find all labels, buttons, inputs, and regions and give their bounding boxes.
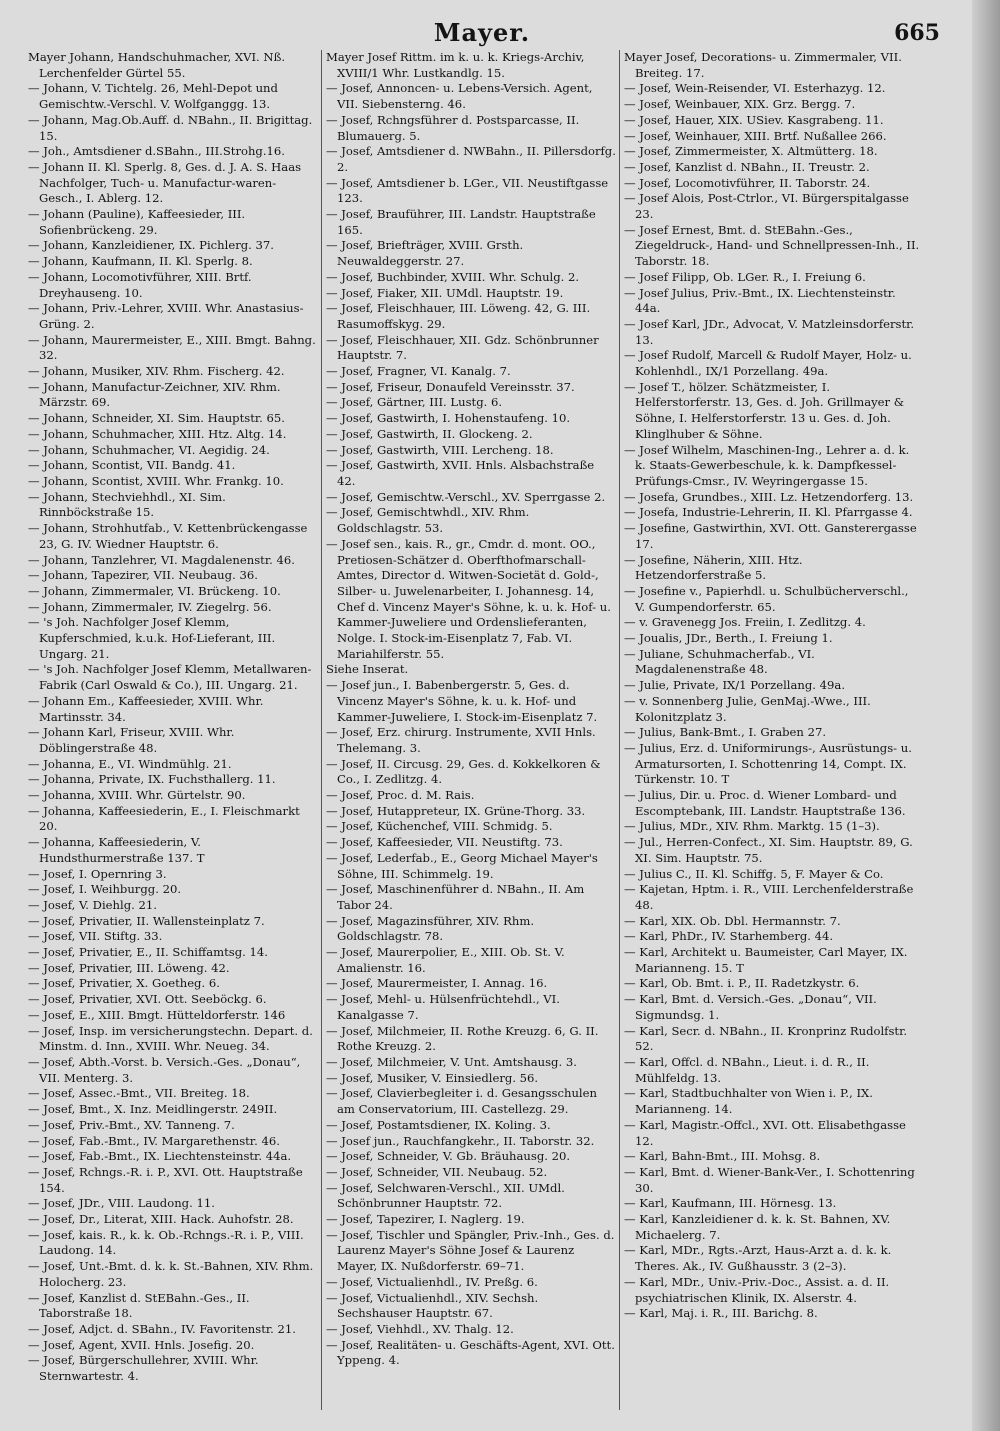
directory-entry: — Josef, E., XIII. Bmgt. Hütteldorferstr. 146: [28, 1007, 286, 1022]
directory-entry: — Josef, Bürgerschullehrer, XVIII. Whr. Sternwartestr. 4.: [28, 1353, 259, 1384]
directory-entry: — 's Joh. Nachfolger Josef Klemm, Metallwaren-Fabrik (Carl Oswald & Co.), III. Ungarg. 21.: [28, 662, 312, 693]
directory-entry: — Josef, Fiaker, XII. UMdl. Hauptstr. 19.: [326, 285, 564, 300]
directory-entry: — Julius, Bank-Bmt., I. Graben 27.: [624, 725, 827, 740]
directory-entry: — v. Sonnenberg Julie, GenMaj.-Wwe., III. Kolonitzplatz 3.: [624, 693, 871, 724]
directory-entry: Mayer Josef, Decorations- u. Zimmermaler, VII. Breiteg. 17.: [624, 50, 902, 80]
directory-entry: — Josef Wilhelm, Maschinen-Ing., Lehrer a. d. k. k. Staats-Gewerbeschule, k. k. Dampfkessel-Prüfungs-Cmsr., IV. Weyringergasse 15.: [624, 442, 910, 488]
directory-entry: — Josef T., hölzer. Schätzmeister, I. Helferstorferstr. 13, Ges. d. Joh. Grillmayer & Söhne, I. Helferstorferstr. 13 u. Ges. d. Joh. Klinglhuber & Söhne.: [624, 379, 905, 441]
directory-entry: — Karl, Stadtbuchhalter von Wien i. P., IX. Marianneng. 14.: [624, 1086, 873, 1117]
column-divider: [321, 50, 322, 1410]
directory-entry: — Johann, Priv.-Lehrer, XVIII. Whr. Anastasius-Grüng. 2.: [28, 301, 304, 331]
directory-entry: — Josef, VII. Stiftg. 33.: [28, 929, 163, 944]
directory-entry: — Josef, Privatier, E., II. Schiffamtsg. 14.: [28, 945, 268, 960]
directory-entry: — Josef jun., Rauchfangkehr., II. Taborstr. 32.: [326, 1133, 595, 1148]
directory-entry: — Josef, Dr., Literat, XIII. Hack. Auhofstr. 28.: [28, 1212, 294, 1227]
directory-entry: — Josef, Gastwirth, XVII. Hnls. Alsbachstraße 42.: [326, 458, 595, 488]
directory-entry: — Karl, Maj. i. R., III. Barichg. 8.: [624, 1306, 818, 1321]
directory-entry: — Josef Ernest, Bmt. d. StEBahn.-Ges., Ziegeldruck-, Hand- und Schnellpressen-Inh., II. Taborstr. 18.: [624, 222, 920, 269]
directory-entry: — Josef, Privatier, X. Goetheg. 6.: [28, 976, 220, 991]
directory-entry: — Josef, Realitäten- u. Geschäfts-Agent, XVI. Ott. Yppeng. 4.: [326, 1337, 615, 1368]
directory-entry: — Josef, Bmt., X. Inz. Meidlingerstr. 249II.: [28, 1102, 278, 1117]
directory-entry: — Johanna, Private, IX. Fuchsthallerg. 11.: [28, 772, 276, 787]
directory-entry: — Josef Alois, Post-Ctrlor., VI. Bürgerspitalgasse 23.: [624, 191, 909, 222]
directory-entry: — Josef, Küchenchef, VIII. Schmidg. 5.: [326, 819, 553, 834]
directory-entry: — Karl, Bmt. d. Wiener-Bank-Ver., I. Schottenring 30.: [624, 1164, 915, 1195]
directory-entry: — Johann, Zimmermaler, IV. Ziegelrg. 56.: [28, 599, 272, 614]
directory-entry: — Josef, V. Diehlg. 21.: [28, 897, 157, 912]
directory-entry: — Johann, Musiker, XIV. Rhm. Fischerg. 42.: [28, 364, 285, 379]
directory-entry: — Josef, I. Opernring 3.: [28, 866, 167, 881]
directory-entry: — Julie, Private, IX/1 Porzellang. 49a.: [624, 678, 846, 693]
directory-entry: — Josef, Privatier, II. Wallensteinplatz 7.: [28, 913, 265, 928]
directory-entry: — Josef, Unt.-Bmt. d. k. k. St.-Bahnen, XIV. Rhm. Holocherg. 23.: [28, 1259, 314, 1289]
directory-entry: — Josef, Mehl- u. Hülsenfrüchtehdl., VI. Kanalgasse 7.: [326, 992, 560, 1022]
directory-entry: — Josef, Priv.-Bmt., XV. Tanneng. 7.: [28, 1117, 235, 1132]
directory-entry: — Josef, II. Circusg. 29, Ges. d. Kokkelkoren & Co., I. Zedlitzg. 4.: [326, 756, 601, 787]
directory-entry: — Josef, Erz. chirurg. Instrumente, XVII Hnls. Thelemang. 3.: [326, 725, 596, 755]
directory-entry: — Karl, MDr., Rgts.-Arzt, Haus-Arzt a. d. k. k. Theres. Ak., IV. Gußhausstr. 3 (2–3).: [624, 1243, 892, 1274]
directory-entry: — Josef, Gastwirth, VIII. Lercheng. 18.: [326, 442, 554, 457]
directory-entry: — Johanna, Kaffeesiederin, E., I. Fleischmarkt 20.: [28, 803, 300, 834]
directory-entry: — Karl, Architekt u. Baumeister, Carl Mayer, IX. Marianneng. 15. T: [624, 945, 908, 975]
directory-entry: — Josef, Weinbauer, XIX. Grz. Bergg. 7.: [624, 97, 856, 112]
directory-entry: — Karl, Secr. d. NBahn., II. Kronprinz Rudolfstr. 52.: [624, 1023, 908, 1054]
directory-entry: — Johann, Tanzlehrer, VI. Magdalenenstr. 46.: [28, 552, 295, 567]
directory-entry: — Josef sen., kais. R., gr., Cmdr. d. mont. OO., Pretiosen-Schätzer d. Oberfthofmarschall-Amtes, Director d. Witwen-Societät d. Gold-, Silber- u. Juwelenarbeiter, I. Johannesg. 14, Chef d. Vincenz Mayer's Söhne, k. u. k. Hof- u. Kammer-Juweliere und Ordenslieferanten, Nolge. I. Stock-im-Eisenplatz 7, Fab. VI. Mariahilferstr. 55.: [326, 536, 611, 661]
directory-entry: — Johann, Tapezirer, VII. Neubaug. 36.: [28, 568, 258, 583]
directory-entry: — Josef, Maurermeister, I. Annag. 16.: [326, 976, 548, 991]
directory-entry: — Karl, Bahn-Bmt., III. Mohsg. 8.: [624, 1149, 821, 1164]
page-edge: [972, 0, 1000, 1431]
directory-entry: — Johann, Zimmermaler, VI. Brückeng. 10.: [28, 583, 281, 598]
column-2: [326, 50, 616, 1415]
page-header: [24, 14, 940, 46]
directory-entry: — Josef Julius, Priv.-Bmt., IX. Liechtensteinstr. 44a.: [624, 285, 896, 316]
directory-entry: — Josef, Magazinsführer, XIV. Rhm. Goldschlagstr. 78.: [326, 913, 535, 944]
directory-entry: — Josef, Wein-Reisender, VI. Esterhazyg. 12.: [624, 81, 886, 96]
page-title: Mayer.: [433, 18, 531, 47]
directory-entry: — Joualis, JDr., Berth., I. Freiung 1.: [624, 631, 833, 646]
directory-entry: — Josef, Postamtsdiener, IX. Koling. 3.: [326, 1117, 551, 1132]
directory-entry: — Johann (Pauline), Kaffeesieder, III. Sofienbrückeng. 29.: [28, 207, 246, 237]
directory-entry: — Josef, I. Weihburgg. 20.: [28, 882, 182, 897]
directory-entry: — Jul., Herren-Confect., XI. Sim. Hauptstr. 89, G. XI. Sim. Hauptstr. 75.: [624, 835, 913, 865]
directory-entry: — Josefine, Gastwirthin, XVI. Ott. Gansterergasse 17.: [624, 521, 917, 551]
directory-entry: — Josef, Fab.-Bmt., IV. Margarethenstr. 46.: [28, 1133, 280, 1148]
directory-entry: — Josef, Weinhauer, XIII. Brtf. Nußallee 266.: [624, 128, 887, 143]
directory-entry: — Josefine v., Papierhdl. u. Schulbücherverschl., V. Gumpendorferstr. 65.: [624, 583, 909, 614]
directory-entry: — Karl, PhDr., IV. Starhemberg. 44.: [624, 929, 834, 944]
directory-entry: — Josef, Fragner, VI. Kanalg. 7.: [326, 364, 511, 379]
directory-entry: — Josef, Hauer, XIX. USiev. Kasgrabeng. 11.: [624, 112, 884, 127]
directory-entry: — Karl, Offcl. d. NBahn., Lieut. i. d. R., II. Mühlfeldg. 13.: [624, 1055, 870, 1085]
directory-entry: — Julius, Erz. d. Uniformirungs-, Ausrüstungs- u. Armatursorten, I. Schottenring 14, Compt. IX. Türkenstr. 10. T: [624, 740, 912, 787]
directory-entry: — Josef, Rchngs.-R. i. P., XVI. Ott. Hauptstraße 154.: [28, 1164, 303, 1195]
directory-entry: — Josef, Selchwaren-Verschl., XII. UMdl. Schönbrunner Hauptstr. 72.: [326, 1180, 565, 1211]
directory-entry: — Josef, Victualienhdl., IV. Preßg. 6.: [326, 1274, 538, 1289]
directory-entry: — Josef, JDr., VIII. Laudong. 11.: [28, 1196, 215, 1211]
directory-entry: — Josefa, Industrie-Lehrerin, II. Kl. Pfarrgasse 4.: [624, 505, 913, 520]
directory-entry: — Johann, Mag.Ob.Auff. d. NBahn., II. Brigittag. 15.: [28, 112, 313, 143]
directory-entry: Siehe Inserat.: [326, 662, 409, 677]
column-3: [624, 50, 920, 1415]
directory-entry: — Johanna, Kaffeesiederin, V. Hundsthurmerstraße 137. T: [28, 835, 205, 865]
directory-entry: — Josef, Locomotivführer, II. Taborstr. 24.: [624, 175, 871, 190]
directory-entry: — Johanna, XVIII. Whr. Gürtelstr. 90.: [28, 788, 246, 803]
directory-entry: — Josef, Insp. im versicherungstechn. Depart. d. Minstm. d. Inn., XVIII. Whr. Neueg. 34.: [28, 1023, 313, 1054]
column-1: [28, 50, 318, 1415]
directory-entry: — v. Gravenegg Jos. Freiin, I. Zedlitzg. 4.: [624, 615, 866, 630]
directory-entry: — Juliane, Schuhmacherfab., VI. Magdalenenstraße 48.: [624, 646, 815, 677]
directory-entry: — Josefa, Grundbes., XIII. Lz. Hetzendorferg. 13.: [624, 489, 914, 504]
directory-entry: — Johann, Kanzleidiener, IX. Pichlerg. 37.: [28, 238, 274, 253]
directory-entry: — Josef, Hutappreteur, IX. Grüne-Thorg. 33.: [326, 803, 586, 818]
directory-entry: — Josef, Privatier, III. Löweng. 42.: [28, 960, 230, 975]
directory-entry: — Karl, Kanzleidiener d. k. k. St. Bahnen, XV. Michaelerg. 7.: [624, 1212, 891, 1242]
directory-entry: Mayer Josef Rittm. im k. u. k. Kriegs-Archiv, XVIII/1 Whr. Lustkandlg. 15.: [326, 50, 585, 80]
directory-entry: — Josef, Buchbinder, XVIII. Whr. Schulg. 2.: [326, 269, 580, 284]
directory-entry: — Josef, Maschinenführer d. NBahn., II. Am Tabor 24.: [326, 882, 585, 912]
directory-entry: — Josef Rudolf, Marcell & Rudolf Mayer, Holz- u. Kohlenhdl., IX/1 Porzellang. 49a.: [624, 348, 912, 379]
directory-entry: — Johann Karl, Friseur, XVIII. Whr. Döblingerstraße 48.: [28, 725, 235, 755]
directory-entry: — Josef, Victualienhdl., XIV. Sechsh. Sechshauser Hauptstr. 67.: [326, 1290, 539, 1321]
directory-entry: — Josef, Milchmeier, II. Rothe Kreuzg. 6, G. II. Rothe Kreuzg. 2.: [326, 1023, 599, 1054]
directory-entry: — Johann, Stechviehhdl., XI. Sim. Rinnböckstraße 15.: [28, 489, 226, 520]
directory-entry: — Josef, Agent, XVII. Hnls. Josefig. 20.: [28, 1337, 255, 1352]
directory-entry: — Josef, Amtsdiener b. LGer., VII. Neustiftgasse 123.: [326, 175, 609, 206]
directory-entry: — Julius, MDr., XIV. Rhm. Marktg. 15 (1–3).: [624, 819, 880, 834]
page-number: 665: [894, 20, 940, 46]
directory-entry: — Josef, Kaffeesieder, VII. Neustiftg. 73.: [326, 835, 563, 850]
directory-entry: — Josef, Assec.-Bmt., VII. Breiteg. 18.: [28, 1086, 250, 1101]
directory-entry: — Josef, Schneider, VII. Neubaug. 52.: [326, 1164, 548, 1179]
directory-entry: — Josef, Gastwirth, I. Hohenstaufeng. 10.: [326, 411, 571, 426]
directory-entry: — Josef, Briefträger, XVIII. Grsth. Neuwaldeggerstr. 27.: [326, 238, 524, 269]
directory-entry: Mayer Johann, Handschuhmacher, XVI. Nß. Lerchenfelder Gürtel 55.: [28, 50, 286, 80]
directory-entry: — Josef, Tapezirer, I. Naglerg. 19.: [326, 1212, 525, 1227]
directory-entry: — Johann, Schuhmacher, VI. Aegidig. 24.: [28, 442, 270, 457]
directory-entry: — Johann, Locomotivführer, XIII. Brtf. Dreyhauseng. 10.: [28, 269, 252, 300]
directory-entry: — Josef, Kanzlist d. StEBahn.-Ges., II. Taborstraße 18.: [28, 1290, 250, 1321]
directory-entry: — Josef, Kanzlist d. NBahn., II. Treustr. 2.: [624, 159, 870, 174]
directory-entry: — Josef, Gemischtwhdl., XIV. Rhm. Goldschlagstr. 53.: [326, 505, 530, 536]
directory-entry: — Josef, Annoncen- u. Lebens-Versich. Agent, VII. Siebensterng. 46.: [326, 81, 593, 112]
directory-entry: — Karl, Ob. Bmt. i. P., II. Radetzkystr. 6.: [624, 976, 860, 991]
directory-entry: — Josef, Clavierbegleiter i. d. Gesangsschulen am Conservatorium, III. Castellezg. 29.: [326, 1086, 597, 1117]
directory-entry: — Josef, Rchngsführer d. Postsparcasse, II. Blumauerg. 5.: [326, 112, 580, 143]
directory-entry: — Josef, kais. R., k. k. Ob.-Rchngs.-R. i. P., VIII. Laudong. 14.: [28, 1227, 304, 1258]
column-divider: [619, 50, 620, 1410]
directory-entry: — 's Joh. Nachfolger Josef Klemm, Kupferschmied, k.u.k. Hof-Lieferant, III. Ungarg. 21.: [28, 615, 276, 661]
directory-entry: — Karl, XIX. Ob. Dbl. Hermannstr. 7.: [624, 913, 841, 928]
directory-entry: — Johann, V. Tichtelg. 26, Mehl-Depot und Gemischtw.-Verschl. V. Wolfganggg. 13.: [28, 81, 278, 112]
directory-entry: — Josef, Viehhdl., XV. Thalg. 12.: [326, 1321, 514, 1336]
directory-entry: — Josef, Fleischhauer, III. Löweng. 42, G. III. Rasumoffskyg. 29.: [326, 301, 591, 331]
directory-entry: — Josef Filipp, Ob. LGer. R., I. Freiung 6.: [624, 269, 866, 284]
directory-entry: — Josef, Lederfab., E., Georg Michael Mayer's Söhne, III. Schimmelg. 19.: [326, 850, 598, 881]
directory-entry: — Johann, Scontist, VII. Bandg. 41.: [28, 458, 236, 473]
directory-entry: — Josef jun., I. Babenbergerstr. 5, Ges. d. Vincenz Mayer's Söhne, k. u. k. Hof- und Kammer-Juweliere, I. Stock-im-Eisenplatz 7.: [326, 678, 598, 724]
directory-entry: — Josef, Fab.-Bmt., IX. Liechtensteinstr. 44a.: [28, 1149, 292, 1164]
directory-entry: — Johann, Scontist, XVIII. Whr. Frankg. 10.: [28, 473, 284, 488]
directory-entry: — Josef, Friseur, Donaufeld Vereinsstr. 37.: [326, 379, 575, 394]
directory-entry: — Josef, Brauführer, III. Landstr. Hauptstraße 165.: [326, 207, 596, 237]
directory-entry: — Johanna, E., VI. Windmühlg. 21.: [28, 756, 232, 771]
directory-entry: — Josefine, Näherin, XIII. Htz. Hetzendorferstraße 5.: [624, 552, 803, 583]
directory-entry: — Josef, Zimmermeister, X. Altmütterg. 18.: [624, 144, 878, 159]
directory-entry: — Josef, Privatier, XVI. Ott. Seeböckg. 6.: [28, 992, 267, 1007]
directory-entry: — Josef, Proc. d. M. Rais.: [326, 788, 475, 803]
directory-entry: — Josef, Amtsdiener d. NWBahn., II. Pillersdorfg. 2.: [326, 144, 616, 174]
directory-entry: — Karl, MDr., Univ.-Priv.-Doc., Assist. a. d. II. psychiatrischen Klinik, IX. Alserstr. 4.: [624, 1274, 890, 1305]
directory-entry: — Karl, Kaufmann, III. Hörnesg. 13.: [624, 1196, 837, 1211]
directory-entry: — Josef, Milchmeier, V. Unt. Amtshausg. 3.: [326, 1055, 577, 1069]
directory-entry: — Josef, Abth.-Vorst. b. Versich.-Ges. „Donau“, VII. Menterg. 3.: [28, 1055, 301, 1085]
directory-entry: — Johann II. Kl. Sperlg. 8, Ges. d. J. A. S. Haas Nachfolger, Tuch- u. Manufactur-waren-Gesch., I. Ablerg. 12.: [28, 159, 302, 206]
directory-entry: — Johann, Strohhutfab., V. Kettenbrückengasse 23, G. IV. Wiedner Hauptstr. 6.: [28, 521, 308, 551]
directory-entry: — Josef, Fleischhauer, XII. Gdz. Schönbrunner Hauptstr. 7.: [326, 332, 599, 363]
directory-entry: — Julius C., II. Kl. Schiffg. 5, F. Mayer & Co.: [624, 866, 884, 881]
directory-entry: — Julius, Dir. u. Proc. d. Wiener Lombard- und Escomptebank, III. Landstr. Hauptstraße 136.: [624, 788, 906, 818]
directory-entry: — Johann, Kaufmann, II. Kl. Sperlg. 8.: [28, 254, 253, 269]
directory-entry: — Kajetan, Hptm. i. R., VIII. Lerchenfelderstraße 48.: [624, 882, 914, 912]
directory-entry: — Josef, Tischler und Spängler, Priv.-Inh., Ges. d. Laurenz Mayer's Söhne Josef & Laurenz Mayer, IX. Nußdorferstr. 69–71.: [326, 1227, 615, 1274]
directory-entry: — Josef, Gärtner, III. Lustg. 6.: [326, 395, 503, 410]
directory-entry: — Josef, Schneider, V. Gb. Bräuhausg. 20.: [326, 1149, 571, 1164]
directory-entry: — Karl, Magistr.-Offcl., XVI. Ott. Elisabethgasse 12.: [624, 1117, 906, 1148]
directory-entry: — Joh., Amtsdiener d.SBahn., III.Strohg.16.: [28, 144, 285, 159]
directory-entry: — Josef, Maurerpolier, E., XIII. Ob. St. V. Amalienstr. 16.: [326, 945, 565, 975]
directory-entry: — Johann Em., Kaffeesieder, XVIII. Whr. Martinsstr. 34.: [28, 693, 264, 724]
directory-entry: — Johann, Maurermeister, E., XIII. Bmgt. Bahng. 32.: [28, 332, 316, 363]
directory-entry: — Johann, Manufactur-Zeichner, XIV. Rhm. Märzstr. 69.: [28, 379, 281, 410]
directory-entry: — Josef, Gemischtw.-Verschl., XV. Sperrgasse 2.: [326, 489, 606, 504]
directory-entry: — Johann, Schuhmacher, XIII. Htz. Altg. 14.: [28, 426, 287, 441]
directory-entry: — Karl, Bmt. d. Versich.-Ges. „Donau“, VII. Sigmundsg. 1.: [624, 992, 877, 1022]
directory-entry: — Johann, Schneider, XI. Sim. Hauptstr. 65.: [28, 411, 285, 426]
directory-entry: — Josef Karl, JDr., Advocat, V. Matzleinsdorferstr. 13.: [624, 316, 915, 347]
directory-entry: — Josef, Gastwirth, II. Glockeng. 2.: [326, 426, 533, 441]
directory-entry: — Josef, Musiker, V. Einsiedlerg. 56.: [326, 1070, 539, 1085]
directory-entry: — Josef, Adjct. d. SBahn., IV. Favoritenstr. 21.: [28, 1321, 296, 1336]
